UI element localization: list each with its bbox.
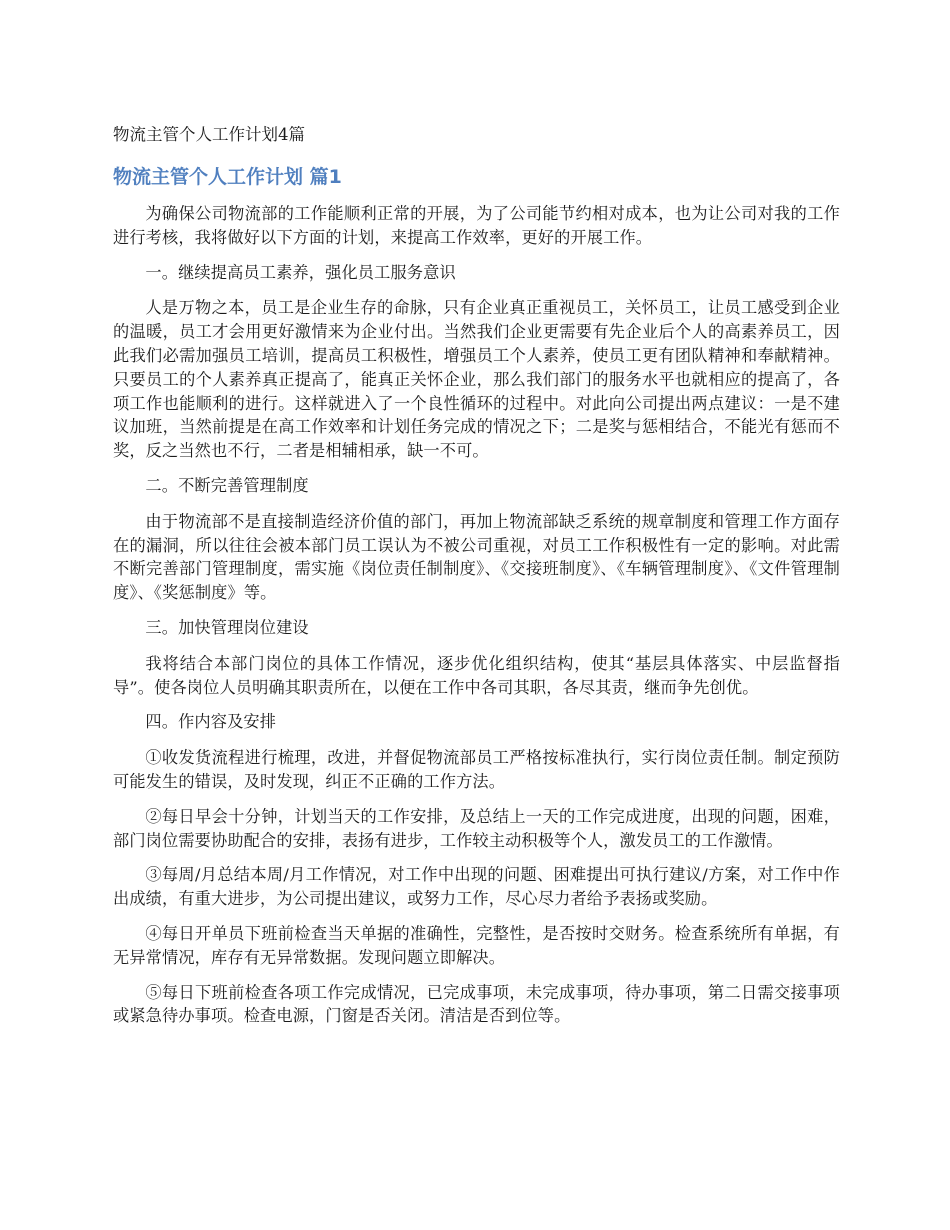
subheading-4: 四。作内容及安排 [145,712,277,732]
paragraph-positions: 我将结合本部门岗位的具体工作情况，逐步优化组织结构，使其“基层具体落实、中层监督指导”。使各岗位人员明确其职责所在，以便在工作中各司其职，各尽其责，继而争先创优。 [113,653,840,697]
subheading-2: 二。不断完善管理制度 [145,475,309,495]
list-item-2: ②每日早会十分钟，计划当天的工作安排，及总结上一天的工作完成进度，出现的问题，困难，部门岗位需要协助配合的安排，表扬有进步，工作较主动积极等个人，激发员工的工作激情。 [113,806,840,850]
document-body [113,202,840,1039]
section-heading: 物流主管个人工作计划 篇1 [113,166,342,188]
list-item-4: ④每日开单员下班前检查当天单据的准确性，完整性，是否按时交财务。检查系统所有单据，有无异常情况，库存有无异常数据。发现问题立即解决。 [113,923,840,967]
paragraph-intro: 为确保公司物流部的工作能顺利正常的开展，为了公司能节约相对成本，也为让公司对我的工作进行考核，我将做好以下方面的计划，来提高工作效率，更好的开展工作。 [113,204,840,247]
list-item-1: ①收发货流程进行梳理，改进，并督促物流部员工严格按标准执行，实行岗位责任制。制定预防可能发生的错误，及时发现，纠正不正确的工作方法。 [113,748,840,791]
list-item-5: ⑤每日下班前检查各项工作完成情况，已完成事项，未完成事项，待办事项，第二日需交接事项或紧急待办事项。检查电源，门窗是否关闭。清洁是否到位等。 [113,982,840,1026]
document-title: 物流主管个人工作计划4篇 [113,125,305,144]
paragraph-management: 由于物流部不是直接制造经济价值的部门，再加上物流部缺乏系统的规章制度和管理工作方面存在的漏洞，所以往往会被本部门员工误认为不被公司重视，对员工工作积极性有一定的影响。对此需不断完善部门管理制度，需实施《岗位责任制制度》、《交接班制度》、《车辆管理制度》、《文件管理制度》、《奖惩制度》等。 [113,511,840,603]
list-item-3: ③每周/月总结本周/月工作情况，对工作中出现的问题、困难提出可执行建议/方案，对工作中作出成绩，有重大进步，为公司提出建议，或努力工作，尽心尽力者给予表扬或奖励。 [113,865,840,909]
subheading-3: 三。加快管理岗位建设 [145,617,309,637]
paragraph-employees: 人是万物之本，员工是企业生存的命脉，只有企业真正重视员工，关怀员工，让员工感受到企业的温暖，员工才会用更好激情来为企业付出。当然我们企业更需要有先企业后个人的高素养员工，因此我们必需加强员工培训，提高员工积极性，增强员工个人素养，使员工更有团队精神和奉献精神。只要员工的个人素养真正提高了，能真正关怀企业，那么我们部门的服务水平也就相应的提高了，各项工作也能顺利的进行。这样就进入了一个良性循环的过程中。对此向公司提出两点建议：一是不建议加班，当然前提是在高工作效率和计划任务完成的情况之下；二是奖与惩相结合，不能光有惩而不奖，反之当然也不行，二者是相辅相承，缺一不可。 [113,298,840,461]
subheading-1: 一。继续提高员工素养，强化员工服务意识 [145,262,456,282]
